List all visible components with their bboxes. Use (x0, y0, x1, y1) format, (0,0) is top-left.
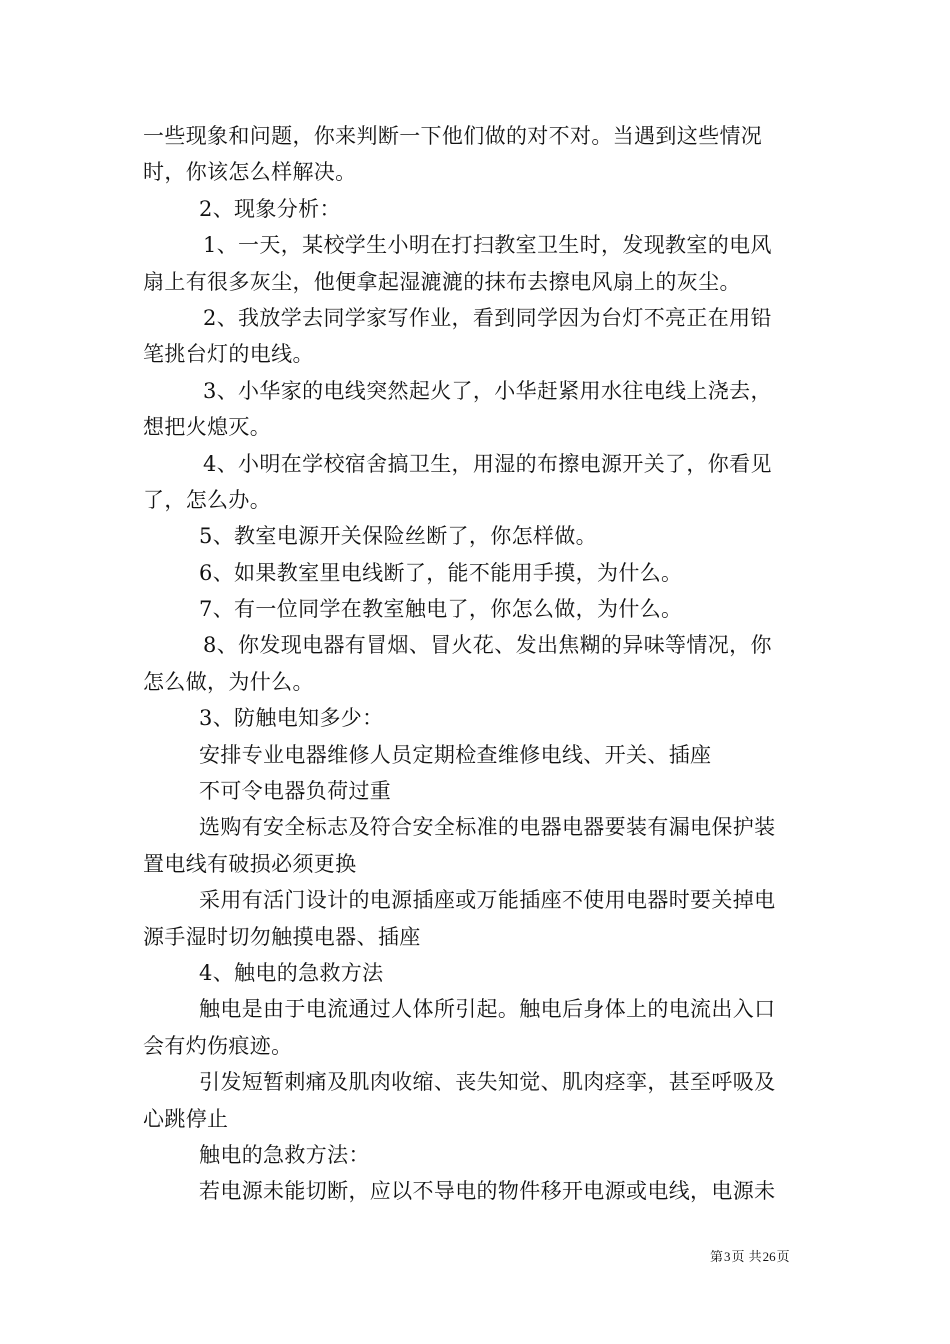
text-line: 源手湿时切勿触摸电器、插座 (143, 924, 421, 949)
text-line: 心跳停止 (143, 1106, 229, 1131)
text-line: 安排专业电器维修人员定期检查维修电线、开关、插座 (199, 742, 712, 767)
text-line: 了，怎么办。 (143, 487, 272, 512)
text-line: 5、教室电源开关保险丝断了，你怎样做。 (199, 524, 598, 549)
text-line: 若电源未能切断，应以不导电的物件移开电源或电线，电源未 (199, 1179, 776, 1204)
text-line: 笔挑台灯的电线。 (143, 342, 314, 367)
text-line: 7、有一位同学在教室触电了，你怎么做，为什么。 (199, 597, 683, 622)
text-line: 扇上有很多灰尘，他便拿起湿漉漉的抹布去擦电风扇上的灰尘。 (143, 269, 741, 294)
footer-total-pages: 26 (762, 1249, 776, 1264)
text-line: 想把火熄灭。 (143, 415, 272, 440)
footer-suffix: 页 (776, 1250, 790, 1265)
text-line: 会有灼伤痕迹。 (143, 1033, 293, 1058)
text-line: 4、触电的急救方法 (199, 960, 384, 985)
footer-current-page: 3 (724, 1249, 731, 1264)
text-line: 6、如果教室里电线断了，能不能用手摸，为什么。 (199, 560, 683, 585)
text-line: 采用有活门设计的电源插座或万能插座不使用电器时要关掉电 (199, 888, 776, 913)
text-line: 8、你发现电器有冒烟、冒火花、发出焦糊的异味等情况，你 (203, 633, 772, 658)
text-line: 选购有安全标志及符合安全标准的电器电器要装有漏电保护装 (199, 815, 776, 840)
text-line: 引发短暂刺痛及肌肉收缩、丧失知觉、肌肉痉挛，甚至呼吸及 (199, 1070, 776, 1095)
text-line: 2、我放学去同学家写作业，看到同学因为台灯不亮正在用铅 (203, 305, 772, 330)
text-line: 一些现象和问题，你来判断一下他们做的对不对。当遇到这些情况 (143, 124, 763, 148)
text-line: 2、现象分析： (199, 196, 341, 221)
text-line: 置电线有破损必须更换 (143, 851, 357, 876)
footer-middle: 页 共 (731, 1250, 762, 1265)
text-line: 怎么做，为什么。 (143, 669, 314, 694)
text-line: 3、防触电知多少： (199, 706, 384, 731)
text-line: 1、一天，某校学生小明在打扫教室卫生时，发现教室的电风 (203, 233, 772, 258)
text-line: 4、小明在学校宿舍搞卫生，用湿的布擦电源开关了，你看见 (203, 451, 772, 476)
text-line: 触电是由于电流通过人体所引起。触电后身体上的电流出入口 (199, 997, 776, 1022)
page-footer (710, 1248, 820, 1266)
text-line: 不可令电器负荷过重 (199, 779, 392, 804)
text-line: 3、小华家的电线突然起火了，小华赶紧用水往电线上浇去， (203, 378, 772, 403)
footer-prefix: 第 (710, 1250, 724, 1265)
document-body (143, 118, 813, 1210)
text-line: 时，你该怎么样解决。 (143, 160, 357, 185)
text-line: 触电的急救方法： (199, 1142, 370, 1167)
